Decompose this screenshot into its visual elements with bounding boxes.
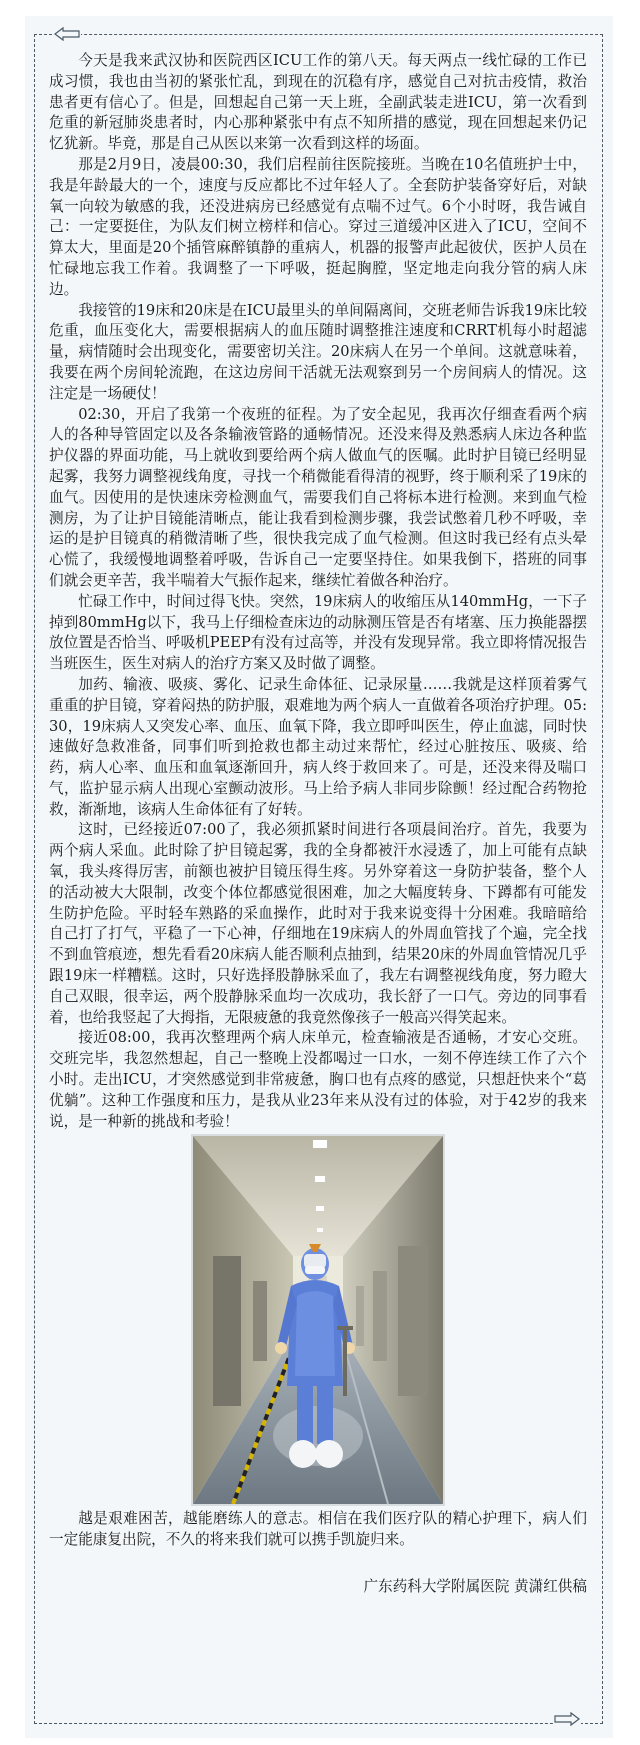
paragraph: 加药、输液、吸痰、雾化、记录生命体征、记录尿量……我就是这样顶着雾气重重的护目镜，穿着闷热的防护服，艰难地为两个病人一直做着各项治疗护理。05:30，19床病人又突发心率、血压、血氧下降，我立即呼叫医生，停止血滤，同时快速做好急救准备，同事们听到抢救也都主动过来帮忙，经过心脏按压、吸痰、给药，病人心率、血压和血氧逐渐回升，病人终于救回来了。可是，还没来得及喘口气，监护显示病人出现心室颤动波形。马上给予病人非同步除颤！经过配合药物抢救，渐渐地，该病人生命体征有了好转。	[49, 675, 587, 818]
paragraph: 忙碌工作中，时间过得飞快。突然，19床病人的收缩压从140mmHg，一下子掉到80mmHg以下，我马上仔细检查床边的动脉测压管是否有堵塞、压力换能器摆放位置是否恰当、呼吸机PEEP有没有过高等，并没有发现异常。我立即将情况报告当班医生，医生对病人的治疗方案又及时做了调整。	[49, 592, 587, 673]
paragraph: 那是2月9日，凌晨00:30，我们启程前往医院接班。当晚在10名值班护士中，我是年龄最大的一个，速度与反应都比不过年轻人了。全套防护装备穿好后，对缺氧一向较为敏感的我，还没进病房已经感觉有点喘不过气。6个小时呀，我告诫自己：一定要挺住，为队友们树立榜样和信心。穿过三道缓冲区进入了ICU，空间不算太大，里面是20个插管麻醉镇静的重病人，机器的报警声此起彼伏，医护人员在忙碌地忘我工作着。我调整了一下呼吸，挺起胸膛，坚定地走向我分管的病人床边。	[49, 155, 587, 298]
article-card	[25, 16, 613, 1738]
closing-paragraph: 越是艰难困苦，越能磨练人的意志。相信在我们医疗队的精心护理下，病人们一定能康复出院，不久的将来我们就可以携手凯旋归来。	[49, 1510, 587, 1549]
arrow-right-icon	[553, 1711, 581, 1727]
paragraph: 02:30，开启了我第一个夜班的征程。为了安全起见，我再次仔细查看两个病人的各种导管固定以及各条输液管路的通畅情况。还没来得及熟悉病人床边各种监护仪器的界面功能，马上就收到要给两个病人做血气的医嘱。此时护目镜已经明显起雾，我努力调整视线角度，寻找一个稍微能看得清的视野，终于顺利采了19床的血气。因使用的是快速床旁检测血气，需要我们自己将标本进行检测。来到血气检测房，为了让护目镜能清晰点，能让我看到检测步骤，我尝试憋着几秒不呼吸，幸运的是护目镜真的稍微清晰了些，很快我完成了血气检测。但这时我已经有点头晕心慌了，我缓慢地调整着呼吸，告诉自己一定要坚持住。如果我倒下，搭班的同事们就会更辛苦，我半喘着大气振作起来，继续忙着做各种治疗。	[49, 405, 587, 589]
paragraph: 我接管的19床和20床是在ICU最里头的单间隔离间，交班老师告诉我19床比较危重，血压变化大，需要根据病人的血压随时调整推注速度和CRRT机每小时超滤量，病情随时会出现变化，需要密切关注。20床病人在另一个单间。这就意味着，我要在两个房间轮流跑，在这边房间干活就无法观察到另一个房间病人的情况。这注定是一场硬仗！	[49, 301, 587, 402]
arrow-left-icon	[53, 26, 81, 42]
paragraph: 接近08:00，我再次整理两个病人床单元，检查输液是否通畅，才安心交班。交班完毕，我忽然想起，自己一整晚上没都喝过一口水，一刻不停连续工作了六个小时。走出ICU，才突然感觉到非常疲惫，胸口也有点疼的感觉，只想赶快来个“葛优躺”。这种工作强度和压力，是我从业23年来从没有过的体验，对于42岁的我来说，是一种新的挑战和考验！	[49, 1029, 587, 1130]
article-body	[49, 51, 587, 1598]
paragraph: 今天是我来武汉协和医院西区ICU工作的第八天。每天两点一线忙碌的工作已成习惯，我也由当初的紧张忙乱，到现在的沉稳有序，感觉自己对抗击疫情，救治患者更有信心了。但是，回想起自己第一天上班，全副武装走进ICU，第一次看到危重的新冠肺炎患者时，内心那种紧张中有点不知所措的感觉，现在回想起来仍记忆犹新。毕竟，那是自己从医以来第一次看到这样的场面。	[49, 52, 587, 153]
nurse-in-protective-suit-photo	[193, 1136, 443, 1504]
nurse-photo	[191, 1134, 445, 1506]
author-signature: 广东药科大学附属医院 黄潇红供稿	[363, 1578, 587, 1596]
paragraph: 这时，已经接近07:00了，我必须抓紧时间进行各项晨间治疗。首先，我要为两个病人采血。此时除了护目镜起雾，我的全身都被汗水浸透了，加上可能有点缺氧，我头疼得厉害，前额也被护目镜压得生疼。另外穿着这一身防护装备，整个人的活动被大大限制，改变个体位都感觉很困难，加之大幅度转身、下蹲都有可能发生防护危险。平时轻车熟路的采血操作，此时对于我来说变得十分困难。我暗暗给自己打了打气，平稳了一下心神，仔细地在19床病人的外周血管找了个遍，完全找不到血管痕迹，想先看看20床病人能否顺利点抽到，结果20床的外周血管情况几乎跟19床一样糟糕。这时，只好选择股静脉采血了，我左右调整视线角度，努力瞪大自己双眼，很幸运，两个股静脉采血均一次成功，我长舒了一口气。旁边的同事看着，也给我竖起了大拇指，无限疲惫的我竟然像孩子一般高兴得笑起来。	[49, 821, 587, 1026]
